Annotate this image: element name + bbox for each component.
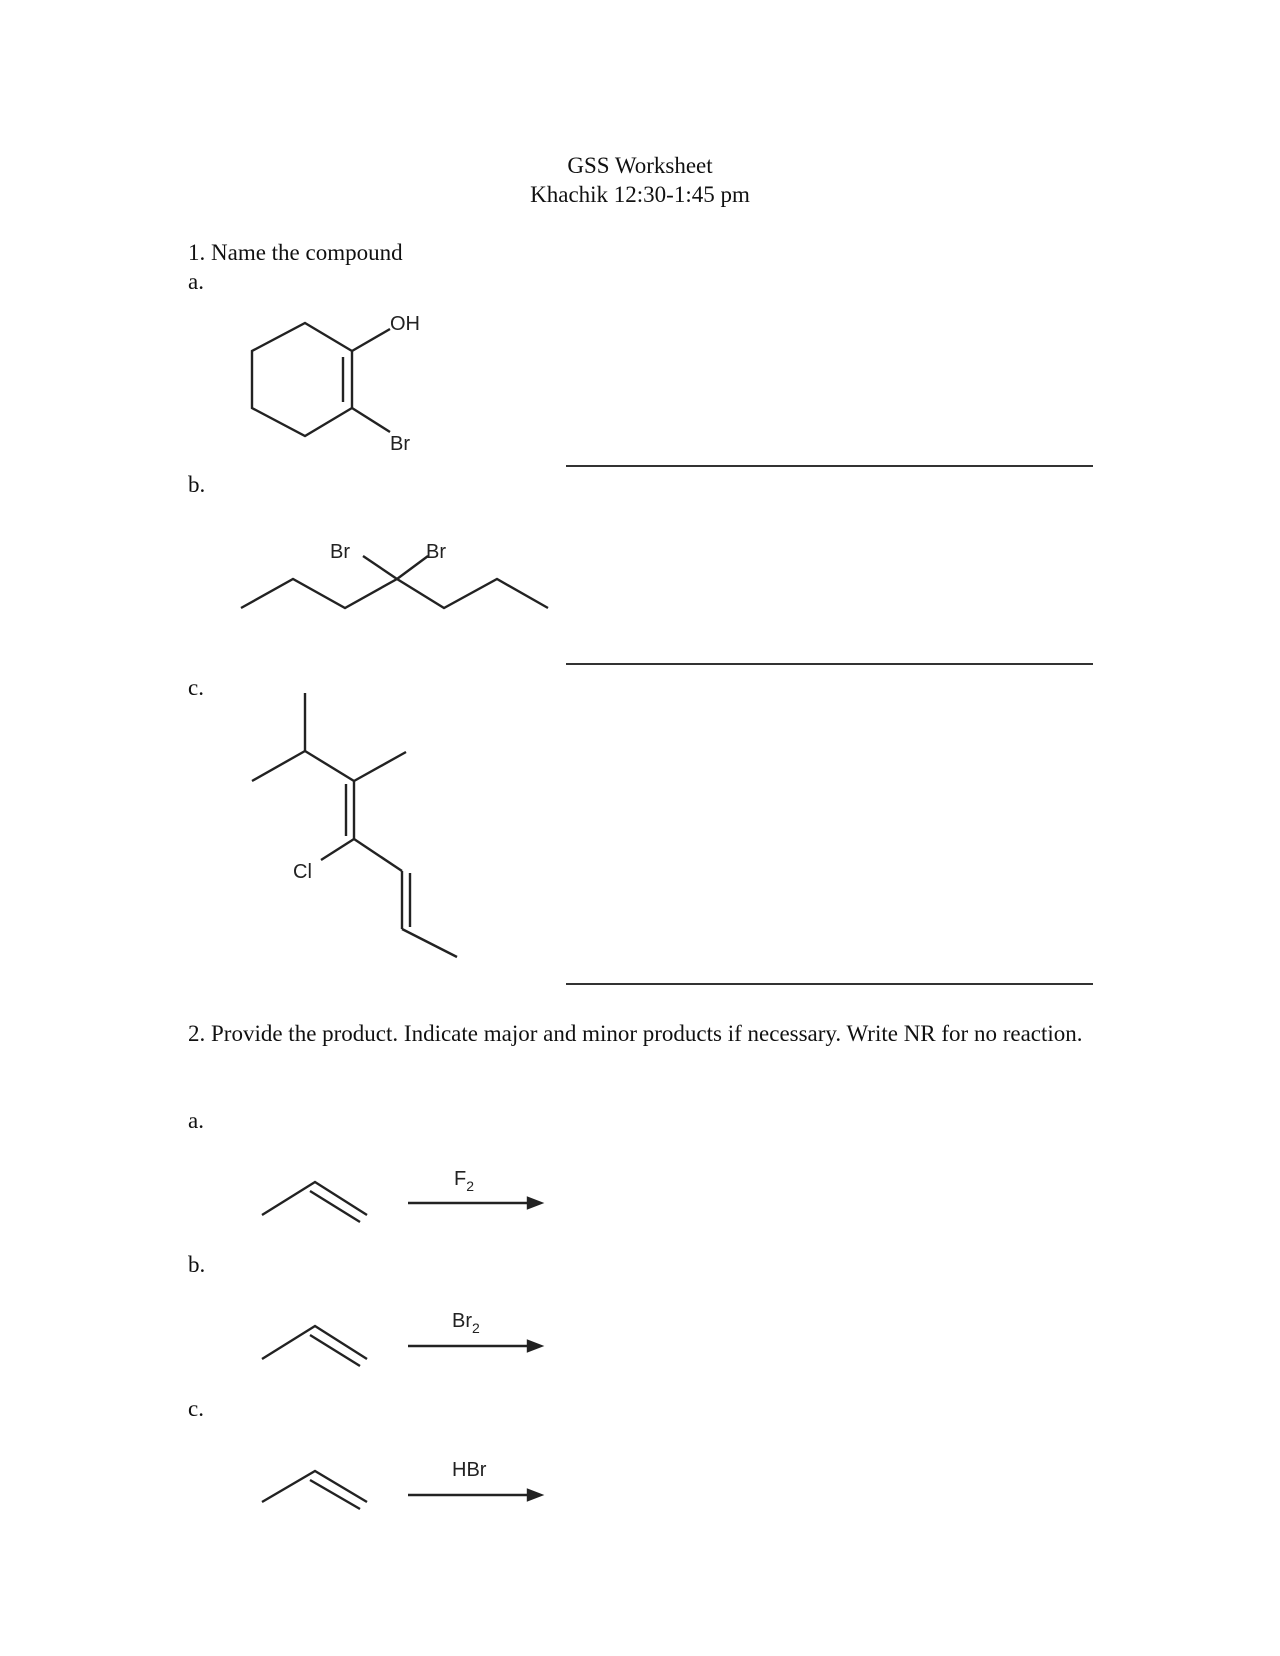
structure-1c xyxy=(252,693,457,957)
worksheet-title: GSS Worksheet xyxy=(567,153,713,178)
reaction-b xyxy=(262,1310,541,1366)
q2-label-a: a. xyxy=(188,1108,204,1133)
question-1-prompt: 1. Name the compound xyxy=(188,240,403,265)
q1-label-b: b. xyxy=(188,472,206,497)
reaction-a xyxy=(262,1168,541,1222)
reaction-c xyxy=(262,1459,541,1509)
q2-label-c: c. xyxy=(188,1396,204,1421)
q1-label-c: c. xyxy=(188,675,204,700)
worksheet-subtitle: Khachik 12:30-1:45 pm xyxy=(530,182,750,207)
reagent-b: $Br_2$ xyxy=(452,1310,480,1336)
reagent-a: $F_2$ xyxy=(454,1168,475,1194)
atom-oh: OH xyxy=(390,313,420,335)
structure-1a xyxy=(252,313,420,455)
reagent-c: HBr xyxy=(452,1459,487,1481)
structure-1b xyxy=(241,541,548,608)
atom-br: Br xyxy=(390,433,410,455)
atom-br-left: Br xyxy=(330,541,350,563)
q2-label-b: b. xyxy=(188,1252,206,1277)
q1-label-a: a. xyxy=(188,269,204,294)
question-2-prompt: 2. Provide the product. Indicate major and minor products if necessary. Write NR for no reaction. xyxy=(188,1021,1083,1046)
atom-br-right: Br xyxy=(426,541,446,563)
atom-cl: Cl xyxy=(293,861,312,883)
